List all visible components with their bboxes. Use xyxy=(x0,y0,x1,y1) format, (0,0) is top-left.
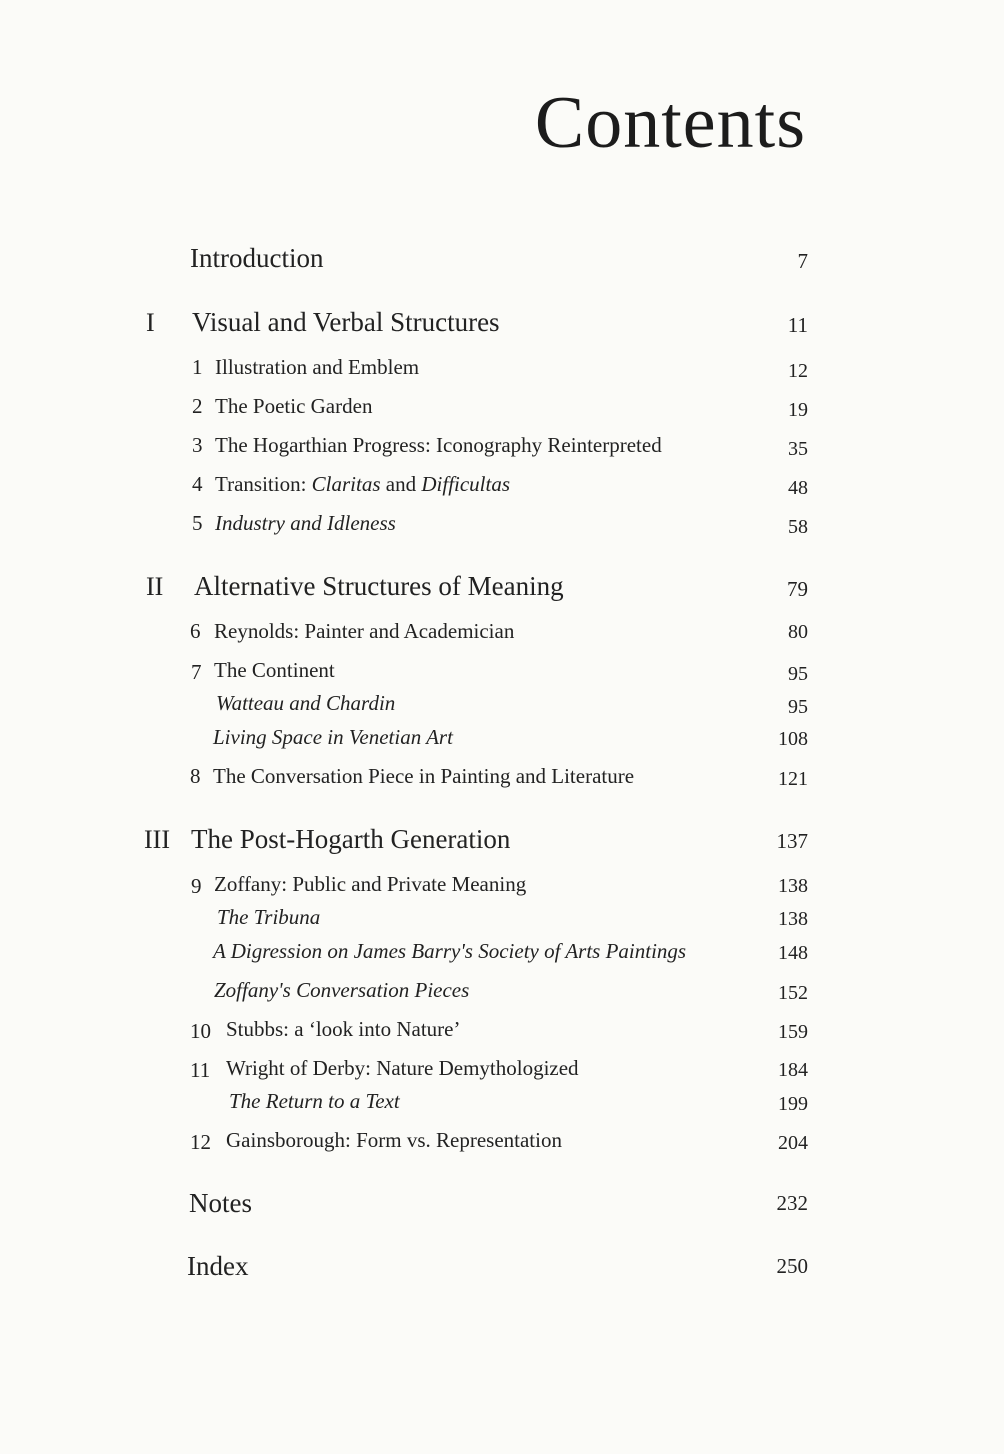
section-title: The Tribuna xyxy=(217,905,321,929)
toc-section[interactable] xyxy=(0,905,1004,930)
chapter-title: Reynolds: Painter and Academician xyxy=(214,619,515,643)
entry-page: 138 xyxy=(778,875,808,897)
toc-chapter-11[interactable] xyxy=(0,1056,1004,1082)
entry-page: 11 xyxy=(787,313,808,337)
entry-page: 108 xyxy=(778,728,808,750)
chapter-number: 1 xyxy=(192,355,203,379)
entry-page: 58 xyxy=(788,516,808,538)
entry-page: 80 xyxy=(788,621,808,643)
chapter-title-part: and xyxy=(380,472,422,496)
entry-page: 35 xyxy=(788,438,808,460)
chapter-title: Gainsborough: Form vs. Representation xyxy=(226,1128,562,1152)
toc-part-iii[interactable] xyxy=(0,824,1004,854)
toc-section[interactable] xyxy=(0,1089,1004,1115)
chapter-title-part: Transition: xyxy=(215,472,312,496)
part-numeral: I xyxy=(146,308,155,337)
entry-page: 95 xyxy=(788,696,808,718)
chapter-number: 8 xyxy=(190,764,201,788)
entry-title: Notes xyxy=(189,1188,252,1218)
toc-section[interactable] xyxy=(0,725,1004,750)
chapter-title: The Conversation Piece in Painting and Literature xyxy=(213,764,635,788)
entry-page: 95 xyxy=(788,663,808,685)
page-title: Contents xyxy=(534,82,806,164)
chapter-title: The Hogarthian Progress: Iconography Reinterpreted xyxy=(215,433,662,457)
toc-chapter-12[interactable] xyxy=(0,1128,1004,1154)
entry-title: The Post-Hogarth Generation xyxy=(191,824,511,854)
toc-chapter-3[interactable] xyxy=(0,433,1004,460)
chapter-number: 7 xyxy=(191,660,202,684)
chapter-title: The Continent xyxy=(214,658,335,682)
entry-title: Visual and Verbal Structures xyxy=(192,307,500,337)
chapter-number: 5 xyxy=(192,511,203,535)
chapter-title xyxy=(215,474,510,495)
entry-page: 12 xyxy=(788,360,808,382)
chapter-title: Stubbs: a ‘look into Nature’ xyxy=(226,1017,461,1041)
chapter-number: 9 xyxy=(191,874,202,898)
section-title: Zoffany's Conversation Pieces xyxy=(214,978,470,1002)
chapter-number: 12 xyxy=(190,1130,211,1154)
entry-page: 148 xyxy=(778,942,808,964)
chapter-title-part-italic: Claritas xyxy=(311,472,381,496)
entry-page: 152 xyxy=(778,982,808,1004)
entry-page: 199 xyxy=(778,1093,808,1115)
chapter-number: 11 xyxy=(190,1058,211,1082)
entry-page: 159 xyxy=(778,1021,808,1043)
toc-entry-index[interactable] xyxy=(0,1251,1004,1281)
chapter-number: 10 xyxy=(190,1019,211,1043)
toc-chapter-1[interactable] xyxy=(0,355,1004,382)
toc-section[interactable] xyxy=(0,939,1004,964)
toc-chapter-5[interactable] xyxy=(0,511,1004,538)
part-numeral: II xyxy=(146,572,164,601)
entry-page: 137 xyxy=(776,829,808,853)
section-title: Watteau and Chardin xyxy=(216,691,396,715)
entry-title: Introduction xyxy=(190,243,324,273)
chapter-title: Wright of Derby: Nature Demythologized xyxy=(226,1056,579,1080)
toc-chapter-10[interactable] xyxy=(0,1017,1004,1043)
entry-page: 7 xyxy=(797,249,808,273)
toc-chapter-4[interactable] xyxy=(0,472,1004,499)
chapter-number: 3 xyxy=(192,433,203,457)
entry-page: 48 xyxy=(788,477,808,499)
section-title: A Digression on James Barry's Society of Arts Paintings xyxy=(213,939,687,963)
chapter-title: Illustration and Emblem xyxy=(215,355,420,379)
section-title: Living Space in Venetian Art xyxy=(213,725,453,749)
chapter-title: Zoffany: Public and Private Meaning xyxy=(214,872,527,896)
entry-page: 204 xyxy=(778,1132,808,1154)
entry-page: 19 xyxy=(788,399,808,421)
toc-chapter-8[interactable] xyxy=(0,764,1004,790)
entry-title: Index xyxy=(187,1251,249,1281)
toc-section[interactable] xyxy=(0,978,1004,1004)
toc-entry-introduction[interactable] xyxy=(0,243,1004,273)
entry-page: 232 xyxy=(776,1191,808,1215)
entry-page: 250 xyxy=(776,1254,808,1278)
chapter-title: The Poetic Garden xyxy=(215,394,373,418)
toc-part-ii[interactable] xyxy=(0,571,1004,601)
section-title: The Return to a Text xyxy=(229,1089,400,1113)
chapter-title-part-italic: Difficultas xyxy=(421,472,511,496)
entry-page: 138 xyxy=(778,908,808,930)
entry-page: 121 xyxy=(778,768,808,790)
entry-page: 79 xyxy=(787,577,808,601)
toc-chapter-6[interactable] xyxy=(0,619,1004,643)
toc-entry-notes[interactable] xyxy=(0,1188,1004,1218)
toc-section[interactable] xyxy=(0,691,1004,718)
chapter-number: 6 xyxy=(190,619,201,643)
toc-chapter-2[interactable] xyxy=(0,394,1004,421)
part-numeral: III xyxy=(144,825,170,854)
chapter-title: Industry and Idleness xyxy=(215,511,396,535)
entry-title: Alternative Structures of Meaning xyxy=(194,571,564,601)
toc-chapter-7[interactable] xyxy=(0,658,1004,685)
toc-chapter-9[interactable] xyxy=(0,872,1004,898)
chapter-number: 4 xyxy=(192,472,203,496)
entry-page: 184 xyxy=(778,1059,808,1081)
toc-part-i[interactable] xyxy=(0,307,1004,337)
chapter-number: 2 xyxy=(192,394,203,418)
